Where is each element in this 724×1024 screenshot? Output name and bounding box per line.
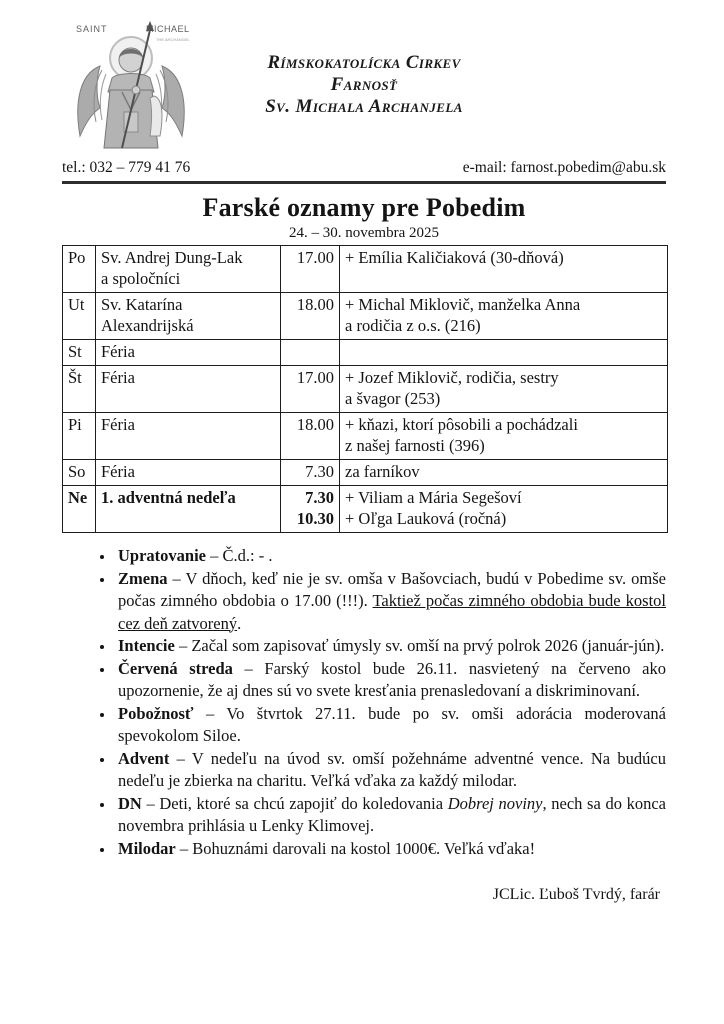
- schedule-feast-cell: Féria: [96, 366, 281, 413]
- saint-michael-icon: [66, 18, 196, 152]
- org-line-1: Rímskokatolícka Cirkev: [267, 52, 461, 73]
- schedule-feast-cell: Féria: [96, 460, 281, 486]
- schedule-day-cell: Ne: [63, 486, 96, 533]
- announcements-list: [62, 545, 666, 860]
- announcement-segment-bold: DN: [118, 793, 142, 813]
- announcement-segment-normal: , nech sa do konca novembra prihlásia u Lenky Klimovej.: [118, 793, 666, 835]
- announcement-segment-underline: Taktiež počas zimného obdobia bude kostol cez deň zatvorený: [118, 591, 666, 633]
- announcement-item: [115, 545, 666, 568]
- announcement-item: [115, 838, 666, 861]
- announcement-item: [115, 635, 666, 658]
- schedule-time-cell: 18.00: [281, 413, 340, 460]
- org-line-2: Farnosť: [330, 74, 398, 95]
- schedule-feast-cell: Féria: [96, 413, 281, 460]
- schedule-day-cell: Pi: [63, 413, 96, 460]
- schedule-row: [63, 293, 668, 340]
- email-text: e-mail: farnost.pobedim@abu.sk: [462, 159, 666, 176]
- announcement-segment-bold: Pobožnosť: [118, 703, 194, 723]
- schedule-day-cell: Št: [63, 366, 96, 413]
- schedule-time-cell: 7.30: [281, 460, 340, 486]
- telephone-text: tel.: 032 – 779 41 76: [62, 159, 191, 176]
- schedule-intention-cell: + Emília Kaličiaková (30-dňová): [340, 246, 668, 293]
- logo-saint-label: SAINT: [76, 24, 108, 34]
- schedule-row: [63, 340, 668, 366]
- announcement-segment-normal: – Deti, ktoré sa chcú zapojiť do koledovania: [141, 793, 448, 813]
- page-title: Farské oznamy pre Pobedim: [202, 193, 526, 222]
- announcement-segment-normal: – Začal som zapisovať úmysly sv. omší na prvý polrok 2026 (január-jún).: [174, 636, 665, 655]
- schedule-time-cell: 17.00: [281, 246, 340, 293]
- announcement-segment-bold: Upratovanie: [118, 546, 206, 565]
- date-range: 24. – 30. novembra 2025: [289, 225, 439, 241]
- schedule-feast-cell: 1. adventná nedeľa: [96, 486, 281, 533]
- announcement-segment-normal: – V nedeľu na úvod sv. omší požehnáme adventné vence. Na budúcu nedeľu je zbierka na charitu. Veľká vďaka za každý milodar.: [118, 748, 666, 790]
- schedule-row: [63, 460, 668, 486]
- announcement-segment-normal: – Farský kostol bude 26.11. nasvietený na červeno ako upozornenie, že aj dnes sú vo svete kresťania prenasledovaní a diskriminovaní.: [118, 658, 666, 700]
- announcement-segment-bold: Zmena: [118, 568, 168, 588]
- schedule-day-cell: Po: [63, 246, 96, 293]
- header: [62, 18, 666, 156]
- schedule-day-cell: St: [63, 340, 96, 366]
- logo-subtitle-label: THE ARCHANGEL: [156, 37, 190, 42]
- header-divider: [62, 181, 666, 184]
- announcement-segment-bold: Milodar: [118, 838, 176, 858]
- schedule-time-cell: 17.00: [281, 366, 340, 413]
- schedule-table: [62, 245, 668, 533]
- schedule-feast-cell: Sv. Andrej Dung-Lak a spoločníci: [96, 246, 281, 293]
- schedule-row: [63, 486, 668, 533]
- schedule-table-body: [63, 246, 668, 533]
- announcement-item: [115, 748, 666, 793]
- signature: JCLic. Ľuboš Tvrdý, farár: [492, 886, 660, 903]
- schedule-intention-cell: + Viliam a Mária Segešoví + Oľga Lauková (ročná): [340, 486, 668, 533]
- contact-row: [62, 158, 666, 177]
- schedule-time-cell: 7.30 10.30: [281, 486, 340, 533]
- schedule-row: [63, 246, 668, 293]
- announcement-item: [115, 658, 666, 703]
- schedule-intention-cell: + Jozef Miklovič, rodičia, sestry a švagor (253): [340, 366, 668, 413]
- announcement-segment-normal: – Vo štvrtok 27.11. bude po sv. omši adorácia moderovaná spevokolom Siloe.: [118, 703, 666, 745]
- announcement-segment-bold: Intencie: [118, 636, 175, 655]
- announcement-segment-normal: – V dňoch, keď nie je sv. omša v Bašovciach, budú v Pobedime sv. omše počas zimného obdobia o 17.00 (!!!).: [118, 568, 666, 610]
- schedule-day-cell: Ut: [63, 293, 96, 340]
- schedule-feast-cell: Féria: [96, 340, 281, 366]
- schedule-intention-cell: za farníkov: [340, 460, 668, 486]
- announcement-segment-bold: Červená streda: [118, 658, 233, 678]
- org-line-3: Sv. Michala Archanjela: [265, 96, 463, 117]
- schedule-time-cell: 18.00: [281, 293, 340, 340]
- schedule-day-cell: So: [63, 460, 96, 486]
- schedule-row: [63, 366, 668, 413]
- logo-michael-label: MICHAEL: [146, 24, 190, 34]
- announcement-segment-italic: Dobrej noviny: [447, 793, 543, 813]
- saint-michael-logo: [66, 18, 196, 152]
- announcement-item: [115, 703, 666, 748]
- schedule-intention-cell: + kňazi, ktorí pôsobili a pochádzali z našej farnosti (396): [340, 413, 668, 460]
- announcement-item: [115, 793, 666, 838]
- schedule-time-cell: [281, 340, 340, 366]
- schedule-intention-cell: + Michal Miklovič, manželka Anna a rodičia z o.s. (216): [340, 293, 668, 340]
- announcement-segment-bold: Advent: [118, 748, 170, 768]
- announcement-segment-normal: – Č.d.: - .: [206, 546, 273, 565]
- schedule-row: [63, 413, 668, 460]
- schedule-feast-cell: Sv. Katarína Alexandrijská: [96, 293, 281, 340]
- announcement-segment-normal: – Bohuznámi darovali na kostol 1000€. Veľká vďaka!: [175, 838, 536, 858]
- schedule-intention-cell: [340, 340, 668, 366]
- announcement-item: [115, 568, 666, 636]
- announcement-segment-normal: .: [237, 613, 242, 633]
